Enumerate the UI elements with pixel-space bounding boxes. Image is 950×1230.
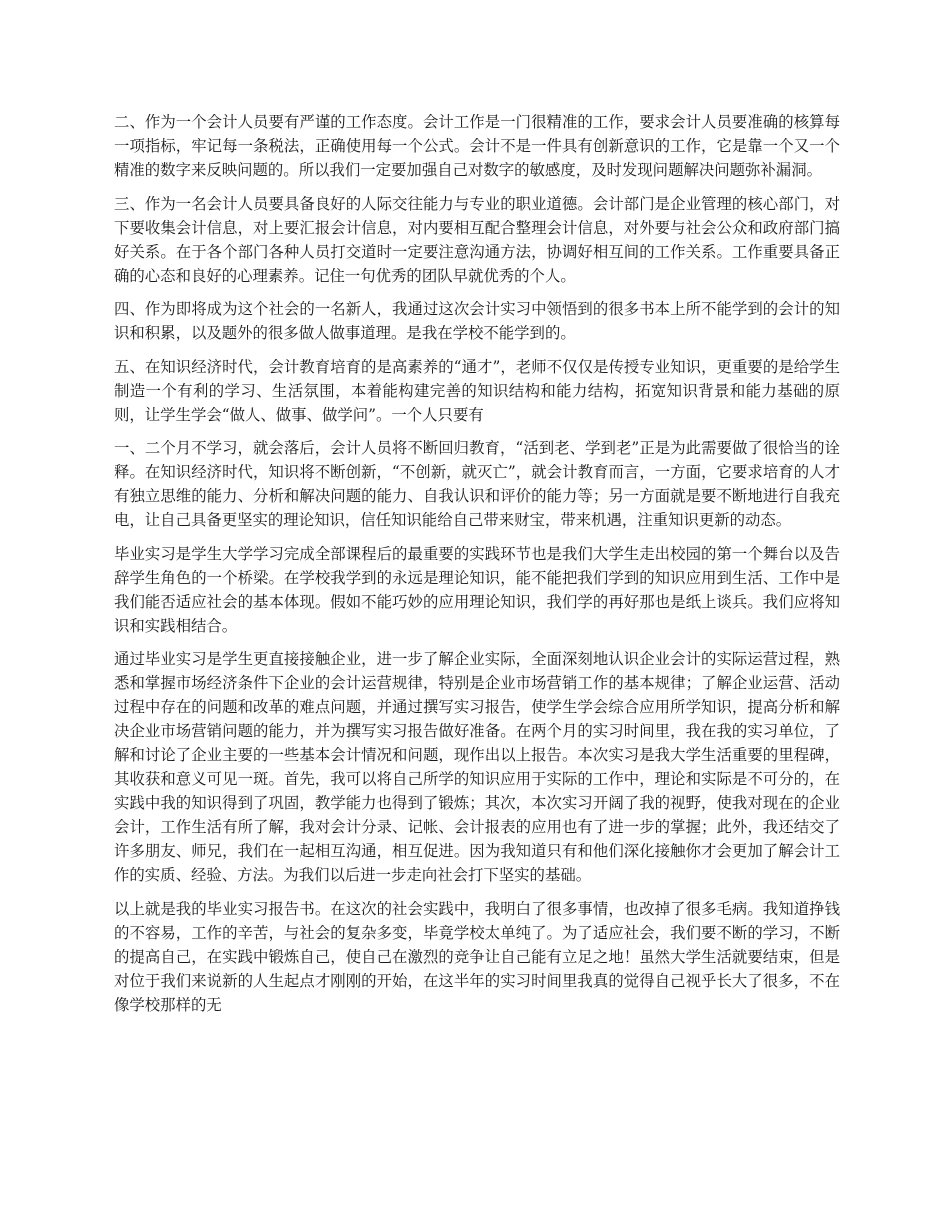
paragraph-internship-details: 通过毕业实习是学生更直接接触企业，进一步了解企业实际，全面深刻地认识企业会计的实际运营过程，熟悉和掌握市场经济条件下企业的会计运营规律，特别是企业市场营销工作的基本规律；了解企业运营、活动过程中存在的问题和改革的难点问题，并通过撰写实习报告，使学生学会综合应用所学知识，提高分析和解决企业市场营销问题的能力，并为撰写实习报告做好准备。在两个月的实习时间里，我在我的实习单位，了解和讨论了企业主要的一些基本会计情况和问题，现作出以上报告。本次实习是我大学生活重要的里程碑，其收获和意义可见一斑。首先，我可以将自己所学的知识应用于实际的工作中，理论和实际是不可分的，在实践中我的知识得到了巩固，教学能力也得到了锻炼；其次，本次实习开阔了我的视野，使我对现在的企业会计，工作生活有所了解，我对会计分录、记帐、会计报表的应用也有了进一步的掌握；此外，我还结交了许多朋友、师兄，我们在一起相互沟通，相互促进。因为我知道只有和他们深化接触你才会更加了解会计工作的实质、经验、方法。为我们以后进一步走向社会打下坚实的基础。 [114,650,840,884]
paragraph-continuation: 一、二个月不学习，就会落后，会计人员将不断回归教育，“活到老、学到老”正是为此需要做了很恰当的诠释。在知识经济时代，知识将不断创新，“不创新，就灭亡”，就会计教育而言，一方面，它要求培育的人才有独立思维的能力、分析和解决问题的能力、自我认识和评价的能力等；另一方面就是要不断地进行自我充电，让自己具备更坚实的理论知识，信任知识能给自己带来财宝，带来机遇，注重知识更新的动态。 [114,439,840,529]
paragraph-section-5: 五、在知识经济时代，会计教育培育的是高素养的“通才”，老师不仅仅是传授专业知识，更重要的是给学生制造一个有利的学习、生活氛围，本着能构建完善的知识结构和能力结构，拓宽知识背景和能力基础的原则，让学生学会“做人、做事、做学问”。一个人只要有 [114,357,840,424]
paragraph-section-4: 四、作为即将成为这个社会的一名新人，我通过这次会计实习中领悟到的很多书本上所不能学到的会计的知识和积累，以及题外的很多做人做事道理。是我在学校不能学到的。 [114,300,840,342]
document-page [114,110,840,1026]
paragraph-internship-intro: 毕业实习是学生大学学习完成全部课程后的最重要的实践环节也是我们大学生走出校园的第一个舞台以及告辞学生角色的一个桥梁。在学校我学到的永远是理论知识，能不能把我们学到的知识应用到生活、工作中是我们能否适应社会的基本体现。假如不能巧妙的应用理论知识，我们学的再好那也是纸上谈兵。我们应将知识和实践相结合。 [114,544,840,635]
paragraph-section-3: 三、作为一名会计人员要具备良好的人际交往能力与专业的职业道德。会计部门是企业管理的核心部门，对下要收集会计信息，对上要汇报会计信息，对内要相互配合整理会计信息，对外要与社会公众和政府部门搞好关系。在于各个部门各种人员打交道时一定要注意沟通方法，协调好相互间的工作关系。工作重要具备正确的心态和良好的心理素养。记住一句优秀的团队早就优秀的个人。 [114,194,840,285]
paragraph-section-2: 二、作为一个会计人员要有严谨的工作态度。会计工作是一门很精准的工作，要求会计人员要准确的核算每一项指标，牢记每一条税法，正确使用每一个公式。会计不是一件具有创新意识的工作，它是靠一个又一个精准的数字来反映问题的。所以我们一定要加强自己对数字的敏感度，及时发现问题解决问题弥补漏洞。 [114,113,840,179]
paragraph-conclusion: 以上就是我的毕业实习报告书。在这次的社会实践中，我明白了很多事情，也改掉了很多毛病。我知道挣钱的不容易，工作的辛苦，与社会的复杂多变，毕竟学校太单纯了。为了适应社会，我们要不断的学习，不断的提高自己，在实践中锻炼自己，使自己在激烈的竞争让自己能有立足之地！虽然大学生活就要结束，但是对位于我们来说新的人生起点才刚刚的开始，在这半年的实习时间里我真的觉得自己视乎长大了很多，不在像学校那样的无 [114,899,840,1014]
